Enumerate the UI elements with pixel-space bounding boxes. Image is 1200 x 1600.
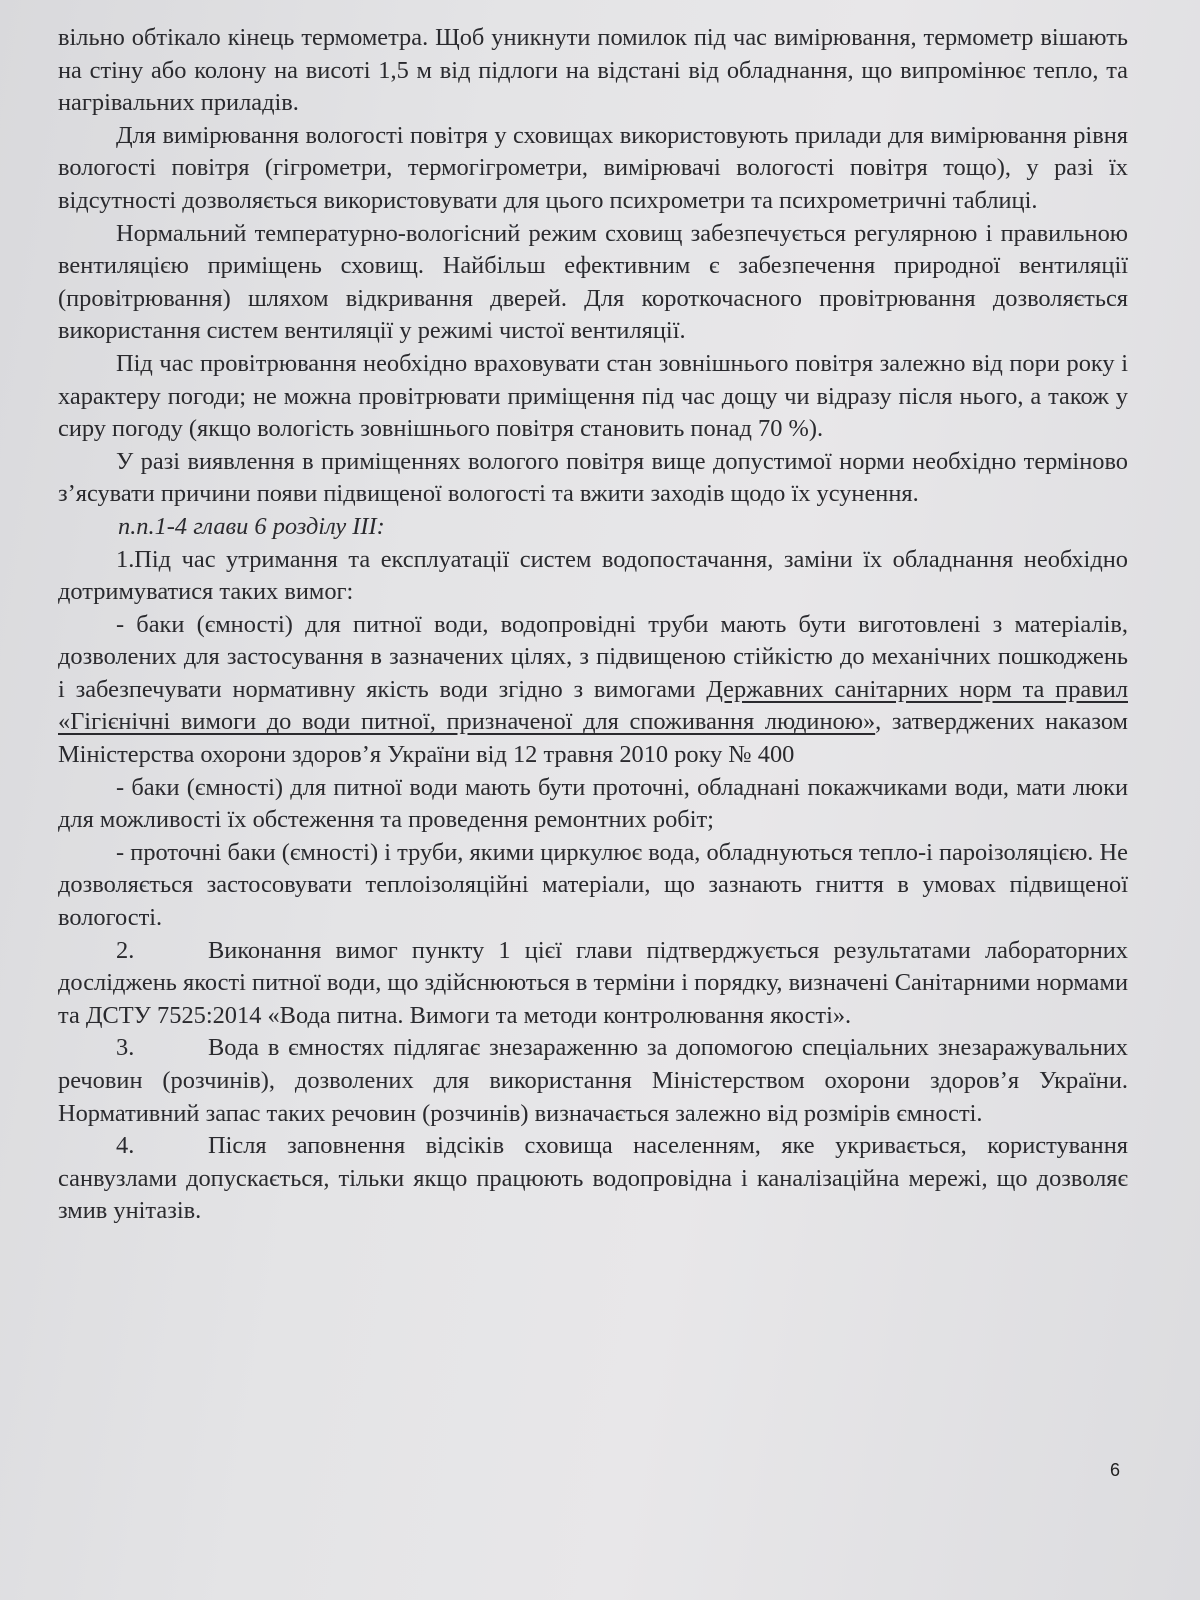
item-2-number: 2. xyxy=(116,936,135,964)
section-heading: п.п.1-4 глави 6 розділу ІІІ: xyxy=(118,512,385,540)
paragraph-ventilation: Нормальний температурно-вологісний режим сховищ забезпечується регулярною і правильною вентиляцією приміщень сховищ. Найбільш ефективним є забезпечення природної вентиляції (провітрювання) шляхом відкривання дверей. Для короткочасного провітрювання дозволяється використання систем вентиляції у режимі чистої вентиляції. xyxy=(58,219,1128,345)
item-3-text: Вода в ємностях підлягає знезараженню за допомогою спеціальних знезаражувальних речовин (розчинів), дозволених для використання Міністерством охорони здоров’я України. Нормативний запас таких речовин (розчинів) визначається залежно від розмірів ємності. xyxy=(58,1034,1128,1127)
paragraph-excess-humidity: У разі виявлення в приміщеннях вологого повітря вище допустимої норми необхідно терміново з’ясувати причини появи підвищеної вологості та вжити заходів щодо їх усунення. xyxy=(58,447,1128,508)
item-3 xyxy=(58,1032,1128,1130)
item-3-number: 3. xyxy=(116,1034,135,1062)
bullet-insulation: - проточні баки (ємності) і труби, якими циркулює вода, обладнуються тепло-і пароізоляцією. Не дозволяється застосовувати теплоізоляційні матеріали, що зазнають гниття в умовах підвищеної вологості. xyxy=(58,838,1128,932)
sanitary-norms-link[interactable]: Державних санітарних норм та правил «Гігієнічні вимоги до води питної, призначеної для споживання людиною» xyxy=(58,675,1128,736)
item-2 xyxy=(58,935,1128,1033)
item-1: 1.Під час утримання та експлуатації систем водопостачання, заміни їх обладнання необхідно дотримуватися таких вимог: xyxy=(58,545,1128,606)
bullet-flow-tanks: - баки (ємності) для питної води мають бути проточні, обладнані покажчиками води, мати люки для можливості їх обстеження та проведення ремонтних робіт; xyxy=(58,773,1128,834)
paragraph-humidity-measurement: Для вимірювання вологості повітря у сховищах використовують прилади для вимірювання рівня вологості повітря (гігрометри, термогігрометри, вимірювачі вологості повітря тощо), у разі їх відсутності дозволяється використовувати для цього психрометри та психрометричні таблиці. xyxy=(58,121,1128,214)
bullet-water-tanks-materials xyxy=(58,609,1128,772)
item-2-text: Виконання вимог пункту 1 цієї глави підтверджується результатами лабораторних досліджень якості питної води, що здійснюються в терміни і порядку, визначені Санітарними нормами та ДСТУ 7525:2014 «Вода питна. Вимоги та методи контролювання якості». xyxy=(58,936,1128,1029)
page-number: 6 xyxy=(1110,1460,1121,1480)
paragraph-airing-conditions: Під час провітрювання необхідно враховувати стан зовнішнього повітря залежно від пори року і характеру погоди; не можна провітрювати приміщення під час дощу чи відразу після нього, а також у сиру погоду (якщо вологість зовнішнього повітря становить понад 70 %). xyxy=(58,349,1128,443)
document-body xyxy=(58,22,1128,1228)
paragraph-thermometer: вільно обтікало кінець термометра. Щоб уникнути помилок під час вимірювання, термометр вішають на стіну або колону на висоті 1,5 м від підлоги на відстані від обладнання, що випромінює тепло, та нагрівальних приладів. xyxy=(58,24,1128,117)
item-4 xyxy=(58,1130,1128,1228)
item-4-number: 4. xyxy=(116,1132,135,1160)
bullet-1-text-start: - баки (ємності) для питної води, водопровідні труби мають бути виготовлені з матеріалів, дозволених для застосування в зазначених цілях, з підвищеною стійкістю до механічних пошкоджень і забезпечувати нормативну якість води згідно з вимогами xyxy=(58,610,1128,703)
item-4-text: Після заповнення відсіків сховища населенням, яке укривається, користування санвузлами допускається, тільки якщо працюють водопровідна і каналізаційна мережі, що дозволяє змив унітазів. xyxy=(58,1132,1128,1225)
bullet-1-text-end: , затверджених наказом Міністерства охорони здоров’я України від 12 травня 2010 року № 400 xyxy=(58,708,1128,769)
